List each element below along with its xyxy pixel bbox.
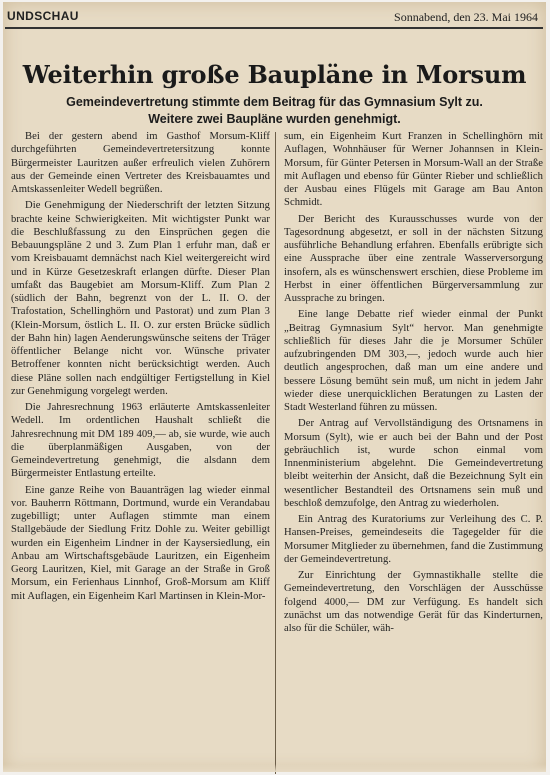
headline: Weiterhin große Baupläne in Morsum [22,60,527,89]
page-header [3,2,546,28]
article-column-left [11,130,270,606]
paragraph: Die Jahresrechnung 1963 erläuterte Amtskassenleiter Wedell. Im ordentlichen Haushalt schließt die Jahresrechnung mit DM 189 409,— ab, sie wurde, wie auch die überplanmäßigen Ausgaben, von der Gemeindevertretung genehmigt, die alsdann dem Bürgermeister Entlastung erteilte. [11,402,270,480]
article-column-right [284,130,543,638]
subheadline-1: Gemeindevertretung stimmte dem Beitrag für das Gymnasium Sylt zu. [66,95,483,109]
paragraph: Eine lange Debatte rief wieder einmal der Punkt „Beitrag Gymnasium Sylt“ hervor. Man genehmigte schließlich für dieses Jahr die je Morsumer Schüler aufzubringenden DM 303,—, jedoch wurde auch hier deutlich angesprochen, daß man um eine andere und bessere Lösung bemüht sein muß, um nicht in jedem Jahr wieder diese unerquicklichen Beratungen zu Lasten der Stadt Westerland führen zu müssen. [284,309,543,413]
paragraph: Der Bericht des Kurausschusses wurde von der Tagesordnung abgesetzt, er soll in der nächsten Sitzung ausführliche Behandlung erfahren. Ebenfalls erübrigte sich eine Aussprache über eine zentrale Wasserversorgung insofern, als es wünschenswert erschien, diese Probleme im Herbst in einer öffentlichen Bürgerversammlung zur Aussprache zu bringen. [284,213,543,304]
paragraph: Eine ganze Reihe von Bauanträgen lag wieder einmal vor. Bauherrn Röttmann, Dortmund, wurde ein Verandabau zugebilligt; unter Auflagen stimmte man einem Stallgebäude der Siedlung Fritz Dohle zu. Weiter gebilligt wurden ein Eigenheim Lindner in der Kaysersiedlung, ein Anbau am Wirtschaftsgebäude Lauritzen, ein Eigenheim Georg Lauritzen, Kiel, mit Garage an der Straße in Groß Morsum, ein Ferienhaus Linnhof, Groß-Morsum am Kliff mit Auflagen, ein Eigenheim Karl Martinsen in Klein-Mor- [11,484,270,602]
section-name: UNDSCHAU [7,9,79,23]
paragraph: sum, ein Eigenheim Kurt Franzen in Schellinghörn mit Auflagen, Wohnhäuser für Werner Johannsen in Klein-Morsum, für Günter Petersen in Morsum-Wall an der Straße mit Auflagen und ebenso für Günter Rieber und schließlich der Ausbau eines Flügels mit Garage am Bau Anton Schmidt. [284,131,543,209]
header-rule [5,27,543,29]
issue-date: Sonnabend, den 23. Mai 1964 [394,10,538,24]
paragraph: Bei der gestern abend im Gasthof Morsum-Kliff durchgeführten Gemeindevertretersitzung konnte Bürgermeister Lauritzen außer erfreulich vielen Zuhörern aus der Gemeinde einen Vertreter des Kreisbauamtes und Amtskassenleiter Wedell begrüßen. [11,131,270,195]
newspaper-clipping [3,2,546,772]
clipping-bottom-edge [3,764,546,772]
subheadline-2: Weitere zwei Baupläne wurden genehmigt. [148,112,401,126]
paragraph: Der Antrag auf Vervollständigung des Ortsnamens in Morsum (Sylt), wie er auch bei der Bahn und der Post gebräuchlich ist, wurde schon einmal vom Innenministerium abgelehnt. Die Gemeindevertretung bleibt weiterhin der Ansicht, daß die Bezeichnung Sylt ein wesentlicher Bestandteil des Ortsnamens sein muß und beschloß demzufolge, den Antrag zu wiederholen. [284,418,543,509]
paragraph: Zur Einrichtung der Gymnastikhalle stellte die Gemeindevertretung, den Vorschlägen der Ausschüsse folgend 4000,— DM zur Verfügung. Es handelt sich zunächst um das notwendige Gerät für das Kinderturnen, also für die Schüler, wäh- [284,570,543,634]
paragraph: Die Genehmigung der Niederschrift der letzten Sitzung brachte keine Schwierigkeiten. Mit wichtigster Punkt war die Beschlußfassung zu den Einsprüchen gegen die Bebauungspläne 2 und 3. Zum Plan 1 erfuhr man, daß er vom Kreisbauamt demnächst nach Kiel weitergereicht wird und in Kürze Gesetzeskraft erlangen dürfte. Dieser Plan umfaßt das Baugebiet am Morsum-Kliff. Zum Plan 2 (südlich der Bahn, begrenzt von der L. II. O. der Trafostation, Schellinghörn und Pastorat) und zum Plan 3 (Klein-Morsum, östlich L. II. O. zur ersten Brücke südlich der Bahn hin) lagen Aenderungswünsche seitens der Träger öffentlicher Belange nicht vor. Wünsche privater Betroffener konnten nicht berücksichtigt werden. Auch diese Pläne sollen nach endgültiger Fertigstellung in Kiel zur Genehmigung vorgelegt werden. [11,200,270,397]
paragraph: Ein Antrag des Kuratoriums zur Verleihung des C. P. Hansen-Preises, gemeindeseits die Tagegelder für die Morsumer Mitglieder zu übernehmen, fand die Zustimmung der Gemeindevertretung. [284,514,543,565]
column-divider [275,132,276,774]
